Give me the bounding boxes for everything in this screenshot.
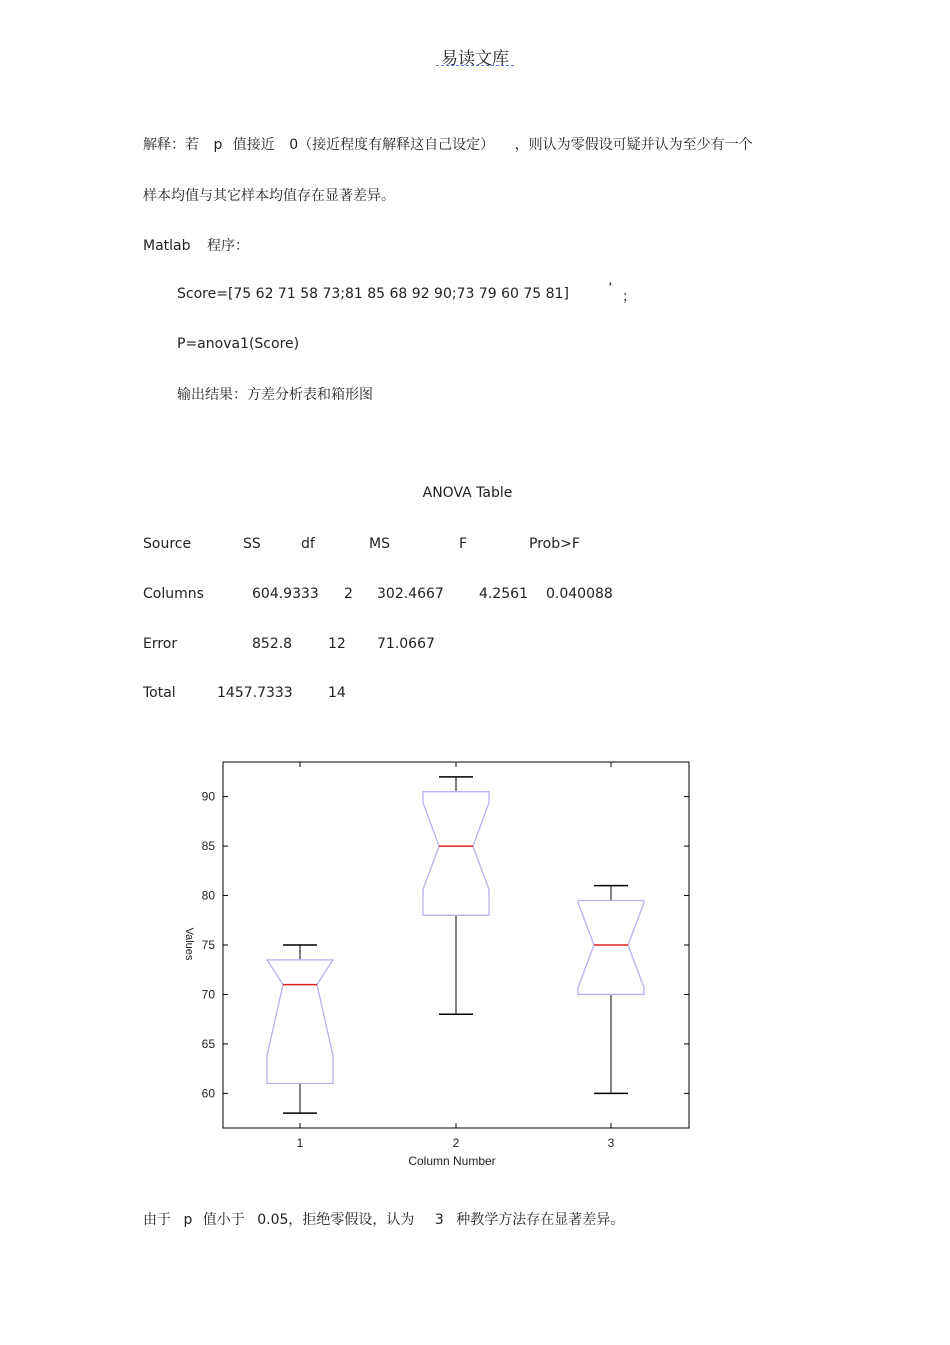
anova-row-columns-df: 2 xyxy=(344,586,353,602)
anova-row-total-ss: 1457.7333 xyxy=(217,685,293,701)
anova-row-columns-prob: 0.040088 xyxy=(546,586,613,602)
anova-row-total-source: Total xyxy=(143,685,176,701)
y-axis-label: Values xyxy=(183,927,195,961)
output-label: 输出结果：方差分析表和箱形图 xyxy=(177,387,373,403)
anova-row-total-df: 14 xyxy=(328,685,346,701)
explanation-text: 值接近 xyxy=(232,137,275,153)
anova-table-title: ANOVA Table xyxy=(422,485,513,501)
notched-box xyxy=(423,792,489,916)
conclusion-line xyxy=(143,1209,624,1229)
matlab-label-text: Matlab xyxy=(143,238,191,254)
code-line-score-semicolon: ； xyxy=(622,289,636,305)
explanation-text: 解释：若 xyxy=(143,137,199,153)
anova-row-error-source: Error xyxy=(143,636,178,652)
conclusion-p-symbol: p xyxy=(183,1212,193,1228)
anova-row-error-ss: 852.8 xyxy=(252,636,293,652)
anova-header-cell: Source xyxy=(143,536,192,552)
anova-header-cell: Prob>F xyxy=(529,536,580,552)
explanation-text: 0（接近程度有解释这自己设定） xyxy=(289,137,495,153)
code-line-anova: P=anova1(Score) xyxy=(177,336,300,352)
anova-row-error-df: 12 xyxy=(328,636,346,652)
anova-row-error-ms: 71.0667 xyxy=(377,636,435,652)
y-tick-label: 75 xyxy=(201,938,215,952)
anova-row-columns-source: Columns xyxy=(143,586,204,602)
matlab-label-text: 程序： xyxy=(206,238,249,254)
conclusion-text: 值小于 xyxy=(202,1212,245,1228)
notched-box xyxy=(267,960,333,1084)
anova-header-cell: MS xyxy=(369,536,390,552)
explanation-text: ，则认为零假设可疑并认为至少有一个 xyxy=(514,137,753,153)
anova-header-cell: df xyxy=(301,536,315,552)
conclusion-text: 由于 xyxy=(143,1212,171,1228)
page-header-title: 易读文库 xyxy=(441,49,509,69)
anova-row-columns-ss: 604.9333 xyxy=(252,586,319,602)
conclusion-text: 种教学方法存在显著差异。 xyxy=(456,1212,625,1228)
y-tick-label: 85 xyxy=(201,839,215,854)
notched-box xyxy=(578,900,644,994)
anova-header-cell: F xyxy=(459,536,468,552)
y-tick-label: 70 xyxy=(201,987,215,1002)
y-tick-label: 60 xyxy=(201,1086,215,1101)
x-tick-label: 3 xyxy=(607,1136,615,1150)
x-axis-label: Column Number xyxy=(408,1154,496,1168)
conclusion-text: 0.05，拒绝零假设，认为 xyxy=(257,1212,415,1228)
y-tick-label: 65 xyxy=(201,1036,215,1051)
code-line-score-transpose: ’ xyxy=(608,281,613,297)
anova-header-cell: SS xyxy=(243,536,261,552)
x-tick-label: 2 xyxy=(452,1136,460,1150)
anova-row-columns-ms: 302.4667 xyxy=(377,586,444,602)
code-line-score: Score=[75 62 71 58 73;81 85 68 92 90;73 79 60 75 81] xyxy=(177,286,569,302)
y-tick-label: 90 xyxy=(201,789,215,804)
conclusion-number: 3 xyxy=(434,1212,444,1228)
y-tick-label: 80 xyxy=(201,888,215,903)
x-tick-label: 1 xyxy=(296,1136,304,1150)
anova-row-columns-f: 4.2561 xyxy=(479,586,528,602)
explanation-p-symbol: p xyxy=(213,137,223,153)
plot-area xyxy=(183,762,689,1168)
explanation-line-2: 样本均值与其它样本均值存在显著差异。 xyxy=(143,188,395,204)
